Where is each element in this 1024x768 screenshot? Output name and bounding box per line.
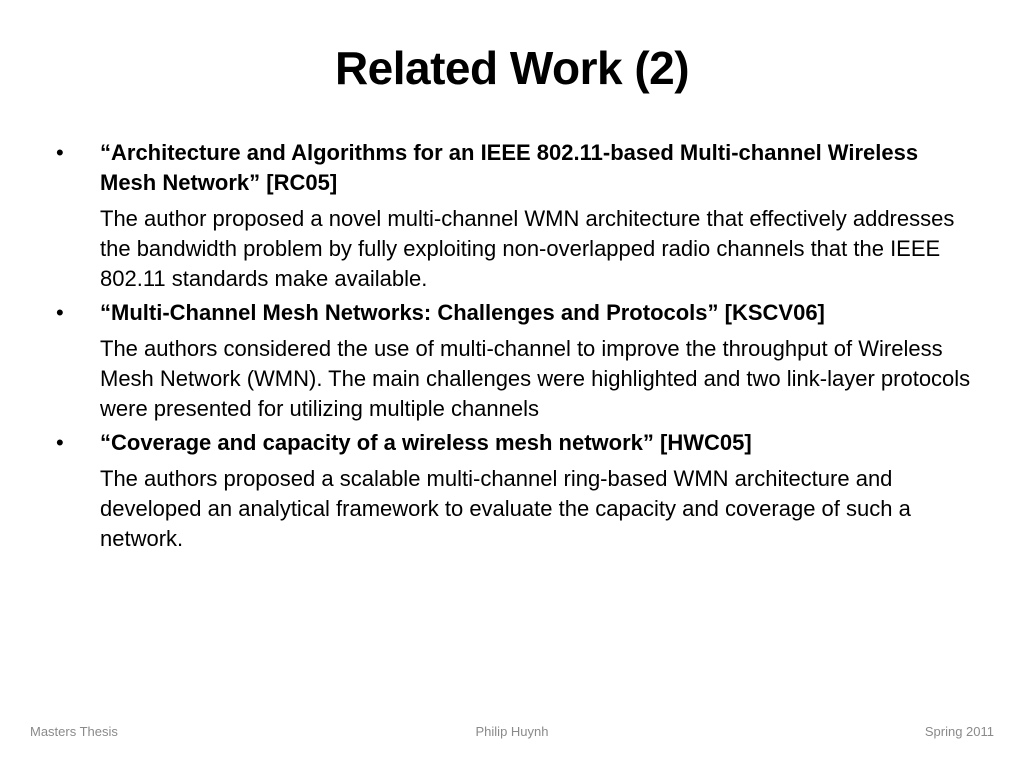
bullet-list <box>56 138 976 558</box>
reference-description: The authors considered the use of multi-channel to improve the throughput of Wireless Mesh Network (WMN). The main challenges were highlighted and two link-layer protocols were presented for utilizing multiple channels <box>100 336 971 421</box>
reference-title: “Architecture and Algorithms for an IEEE 802.11-based Multi-channel Wireless Mesh Network” [RC05] <box>100 140 919 195</box>
footer-center-text: Philip Huynh <box>475 724 549 739</box>
slide-title: Related Work (2) <box>334 42 690 94</box>
list-item <box>56 428 976 554</box>
reference-description: The authors proposed a scalable multi-channel ring-based WMN architecture and developed an analytical framework to evaluate the capacity and coverage of such a network. <box>100 466 911 551</box>
reference-title: “Multi-Channel Mesh Networks: Challenges and Protocols” [KSCV06] <box>100 300 825 325</box>
bullet-icon: • <box>56 430 64 455</box>
list-item <box>56 138 976 294</box>
footer-left-text: Masters Thesis <box>30 724 118 739</box>
list-item <box>56 298 976 424</box>
reference-description: The author proposed a novel multi-channel WMN architecture that effectively addresses the bandwidth problem by fully exploiting non-overlapped radio channels that the IEEE 802.11 standards make available. <box>100 206 955 291</box>
bullet-icon: • <box>56 300 64 325</box>
footer-right-text: Spring 2011 <box>924 724 994 739</box>
reference-title: “Coverage and capacity of a wireless mesh network” [HWC05] <box>100 430 752 455</box>
bullet-icon: • <box>56 140 64 165</box>
